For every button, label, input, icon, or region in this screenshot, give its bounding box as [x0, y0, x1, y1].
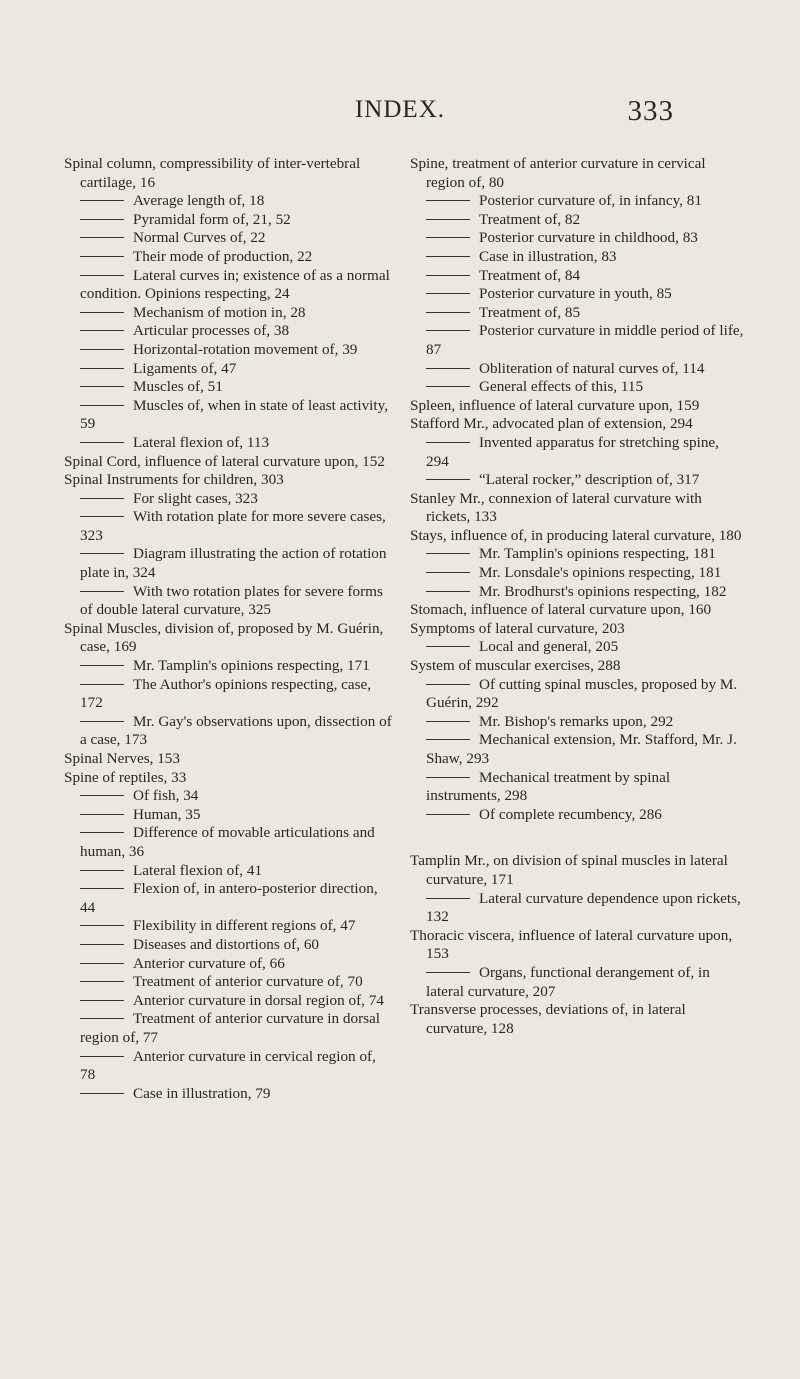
index-subentry-text: Human, 35 [133, 805, 201, 823]
index-entry [410, 852, 744, 889]
index-subentry [64, 880, 392, 917]
index-subentry-text: Mechanism of motion in, 28 [133, 303, 306, 321]
index-subentry-text: Muscles of, 51 [133, 378, 223, 396]
index-entry-text: Symptoms of lateral curvature, 203 [410, 619, 625, 637]
index-subentry-text: Posterior curvature in childhood, 83 [479, 229, 698, 247]
ditto-dash [80, 386, 124, 387]
ditto-dash [80, 200, 124, 201]
index-subentry [410, 564, 744, 583]
index-subentry [410, 769, 744, 806]
index-subentry-text: Posterior curvature of, in infancy, 81 [479, 192, 702, 210]
index-subentry [410, 676, 744, 713]
ditto-dash [80, 349, 124, 350]
index-subentry [64, 1010, 392, 1047]
index-subentry [64, 657, 392, 676]
ditto-dash [80, 795, 124, 796]
ditto-dash [80, 888, 124, 889]
index-subentry-text: Average length of, 18 [133, 192, 265, 210]
index-subentry [64, 806, 392, 825]
index-column-left [64, 155, 392, 1103]
index-entry [410, 490, 744, 527]
page-header-title: INDEX. [354, 96, 445, 123]
index-subentry-text: Treatment of, 82 [479, 210, 581, 228]
ditto-dash [80, 553, 124, 554]
index-entry-text: Stomach, influence of lateral curvature upon, 160 [410, 601, 712, 619]
index-subentry [64, 397, 392, 434]
ditto-dash [80, 591, 124, 592]
index-subentry [410, 322, 744, 359]
ditto-dash [426, 739, 470, 740]
ditto-dash [80, 981, 124, 982]
ditto-dash [80, 256, 124, 257]
index-entry [64, 471, 392, 490]
index-subentry [64, 787, 392, 806]
ditto-dash [426, 553, 470, 554]
index-entry-text: Spinal Cord, influence of lateral curvature upon, 152 [64, 452, 385, 470]
ditto-dash [80, 814, 124, 815]
ditto-dash [80, 219, 124, 220]
index-subentry [410, 471, 744, 490]
ditto-dash [426, 684, 470, 685]
index-entry [64, 155, 392, 192]
index-entry-text: Spine, treatment of anterior curvature in cervical region of, 80 [410, 155, 706, 191]
ditto-dash [80, 1093, 124, 1094]
index-subentry [64, 1085, 392, 1104]
index-entry [410, 397, 744, 416]
index-subentry-text: Mr. Bishop's remarks upon, 292 [479, 712, 674, 730]
index-subentry-text: Diseases and distortions of, 60 [133, 935, 320, 953]
index-subentry-text: Treatment of anterior curvature in dorsal region of, 77 [80, 1010, 380, 1046]
index-subentry-text: Posterior curvature in youth, 85 [479, 285, 672, 303]
index-subentry [410, 638, 744, 657]
index-subentry [64, 304, 392, 323]
index-entry-text: Spinal Muscles, division of, proposed by M. Guérin, case, 169 [64, 619, 384, 656]
index-subentry-text: Lateral flexion of, 41 [133, 861, 263, 879]
index-subentry-text: With rotation plate for more severe cases, 323 [80, 508, 386, 544]
index-subentry-text: Diagram illustrating the action of rotation plate in, 324 [80, 545, 387, 582]
index-entry [64, 453, 392, 472]
index-subentry [64, 267, 392, 304]
index-subentry-text: Treatment of, 85 [479, 303, 581, 321]
page-number: 333 [627, 95, 674, 127]
index-subentry [64, 824, 392, 861]
index-subentry [410, 806, 744, 825]
ditto-dash [426, 721, 470, 722]
ditto-dash [80, 330, 124, 331]
index-subentry [410, 304, 744, 323]
index-subentry-text: Anterior curvature in cervical region of, 78 [80, 1047, 376, 1084]
index-subentry-text: Case in illustration, 83 [479, 247, 617, 265]
index-subentry [64, 211, 392, 230]
ditto-dash [426, 219, 470, 220]
index-subentry [64, 434, 392, 453]
ditto-dash [80, 1000, 124, 1001]
index-subentry-text: Muscles of, when in state of least activity, 59 [80, 396, 389, 433]
index-subentry-text: Treatment of, 84 [479, 266, 581, 284]
index-subentry-text: Anterior curvature of, 66 [133, 954, 285, 972]
index-entry [410, 657, 744, 676]
index-subentry-text: Mr. Gay's observations upon, dissection of a case, 173 [80, 712, 392, 749]
index-subentry [410, 890, 744, 927]
index-subentry [410, 192, 744, 211]
index-entry [64, 750, 392, 769]
index-subentry-text: Pyramidal form of, 21, 52 [133, 210, 291, 228]
index-subentry-text: Invented apparatus for stretching spine, 294 [426, 433, 719, 470]
ditto-dash [80, 963, 124, 964]
index-subentry-text: Of fish, 34 [133, 787, 199, 805]
ditto-dash [426, 572, 470, 573]
ditto-dash [426, 814, 470, 815]
index-subentry-text: Difference of movable articulations and human, 36 [80, 824, 375, 860]
index-entry [410, 620, 744, 639]
ditto-dash [80, 684, 124, 685]
index-subentry [410, 267, 744, 286]
index-subentry-text: Anterior curvature in dorsal region of, 74 [133, 991, 384, 1009]
ditto-dash [426, 312, 470, 313]
index-entry-text: Spinal column, compressibility of inter-vertebral cartilage, 16 [64, 155, 361, 191]
index-entry-text: Stafford Mr., advocated plan of extension, 294 [410, 415, 693, 433]
index-subentry-text: Local and general, 205 [479, 638, 619, 656]
index-subentry [64, 545, 392, 582]
index-subentry-text: Mechanical extension, Mr. Stafford, Mr. J. Shaw, 293 [426, 731, 737, 767]
index-subentry [64, 1048, 392, 1085]
ditto-dash [80, 925, 124, 926]
index-subentry-text: Normal Curves of, 22 [133, 229, 266, 247]
ditto-dash [80, 516, 124, 517]
index-subentry [410, 229, 744, 248]
ditto-dash [80, 312, 124, 313]
index-subentry-text: With two rotation plates for severe forms of double lateral curvature, 325 [80, 582, 383, 619]
ditto-dash [80, 442, 124, 443]
index-subentry [64, 192, 392, 211]
index-subentry-text: Treatment of anterior curvature of, 70 [133, 973, 363, 991]
index-subentry [410, 964, 744, 1001]
index-entry-text: Stanley Mr., connexion of lateral curvature with rickets, 133 [410, 489, 702, 526]
index-subentry-text: Lateral flexion of, 113 [133, 433, 270, 451]
ditto-dash [80, 275, 124, 276]
ditto-dash [426, 330, 470, 331]
ditto-dash [80, 1056, 124, 1057]
index-entry-text: Stays, influence of, in producing lateral curvature, 180 [410, 526, 742, 544]
index-entry [410, 927, 744, 964]
ditto-dash [80, 665, 124, 666]
ditto-dash [426, 293, 470, 294]
index-subentry-text: For slight cases, 323 [133, 489, 258, 507]
index-entry [410, 155, 744, 192]
index-subentry-text: Their mode of production, 22 [133, 247, 313, 265]
index-entry [64, 769, 392, 788]
index-subentry [410, 360, 744, 379]
index-entry [64, 620, 392, 657]
section-gap [410, 824, 744, 852]
ditto-dash [426, 200, 470, 201]
index-entry [410, 601, 744, 620]
index-subentry [410, 248, 744, 267]
index-subentry [410, 285, 744, 304]
ditto-dash [426, 275, 470, 276]
index-entry-text: Spine of reptiles, 33 [64, 768, 187, 786]
ditto-dash [426, 972, 470, 973]
index-subentry-text: Posterior curvature in middle period of life, 87 [426, 322, 744, 358]
index-subentry-text: Ligaments of, 47 [133, 359, 237, 377]
ditto-dash [426, 591, 470, 592]
index-subentry-text: Of cutting spinal muscles, proposed by M. Guérin, 292 [426, 675, 738, 712]
ditto-dash [426, 898, 470, 899]
ditto-dash [80, 498, 124, 499]
index-subentry-text: Articular processes of, 38 [133, 322, 290, 340]
index-entry-text: Spleen, influence of lateral curvature upon, 159 [410, 396, 700, 414]
index-subentry-text: Organs, functional derangement of, in lateral curvature, 207 [426, 963, 710, 1000]
index-entry-text: Transverse processes, deviations of, in lateral curvature, 128 [410, 1001, 686, 1037]
index-subentry-text: Mr. Tamplin's opinions respecting, 181 [479, 545, 716, 563]
ditto-dash [80, 832, 124, 833]
index-entry-text: Spinal Nerves, 153 [64, 750, 180, 767]
index-subentry [410, 378, 744, 397]
index-subentry-text: “Lateral rocker,” description of, 317 [479, 471, 700, 489]
index-entry [410, 1001, 744, 1038]
index-subentry [64, 973, 392, 992]
ditto-dash [426, 368, 470, 369]
index-subentry-text: Mr. Brodhurst's opinions respecting, 182 [479, 582, 727, 600]
index-subentry-text: Lateral curves in; existence of as a normal condition. Opinions respecting, 24 [80, 266, 390, 303]
ditto-dash [80, 1018, 124, 1019]
index-subentry [64, 378, 392, 397]
ditto-dash [426, 386, 470, 387]
index-subentry [410, 583, 744, 602]
index-subentry [64, 955, 392, 974]
index-subentry [64, 341, 392, 360]
ditto-dash [80, 368, 124, 369]
index-subentry-text: Mr. Lonsdale's opinions respecting, 181 [479, 564, 722, 582]
ditto-dash [80, 405, 124, 406]
ditto-dash [80, 944, 124, 945]
index-subentry-text: Lateral curvature dependence upon rickets, 132 [426, 889, 741, 926]
index-subentry [410, 713, 744, 732]
index-column-right [410, 155, 744, 1038]
index-subentry [410, 731, 744, 768]
ditto-dash [426, 237, 470, 238]
index-subentry-text: Flexibility in different regions of, 47 [133, 917, 356, 935]
index-subentry-text: Obliteration of natural curves of, 114 [479, 359, 705, 377]
ditto-dash [426, 479, 470, 480]
index-subentry-text: Mechanical treatment by spinal instruments, 298 [426, 768, 671, 805]
index-entry-text: Tamplin Mr., on division of spinal muscles in lateral curvature, 171 [410, 852, 728, 888]
index-entry-text: Spinal Instruments for children, 303 [64, 471, 284, 489]
index-entry-text: System of muscular exercises, 288 [410, 657, 621, 675]
index-subentry [410, 434, 744, 471]
index-subentry [64, 713, 392, 750]
index-subentry [64, 862, 392, 881]
index-subentry [410, 545, 744, 564]
index-subentry-text: General effects of this, 115 [479, 378, 644, 396]
index-subentry [64, 917, 392, 936]
index-subentry [64, 936, 392, 955]
ditto-dash [426, 442, 470, 443]
index-subentry [64, 229, 392, 248]
index-subentry-text: The Author's opinions respecting, case, 172 [80, 675, 372, 712]
index-subentry [64, 322, 392, 341]
ditto-dash [426, 777, 470, 778]
index-subentry-text: Horizontal-rotation movement of, 39 [133, 340, 358, 358]
ditto-dash [80, 237, 124, 238]
ditto-dash [80, 870, 124, 871]
index-subentry [64, 248, 392, 267]
index-subentry-text: Flexion of, in antero-posterior direction, 44 [80, 880, 378, 916]
index-subentry [410, 211, 744, 230]
index-subentry [64, 583, 392, 620]
index-subentry-text: Mr. Tamplin's opinions respecting, 171 [133, 657, 370, 675]
index-subentry [64, 508, 392, 545]
index-subentry-text: Case in illustration, 79 [133, 1084, 271, 1102]
index-subentry [64, 992, 392, 1011]
ditto-dash [80, 721, 124, 722]
index-subentry [64, 490, 392, 509]
index-subentry-text: Of complete recumbency, 286 [479, 805, 662, 823]
index-entry [410, 415, 744, 434]
index-subentry [64, 360, 392, 379]
index-entry [410, 527, 744, 546]
ditto-dash [426, 646, 470, 647]
ditto-dash [426, 256, 470, 257]
index-subentry [64, 676, 392, 713]
index-entry-text: Thoracic viscera, influence of lateral curvature upon, 153 [410, 926, 733, 963]
